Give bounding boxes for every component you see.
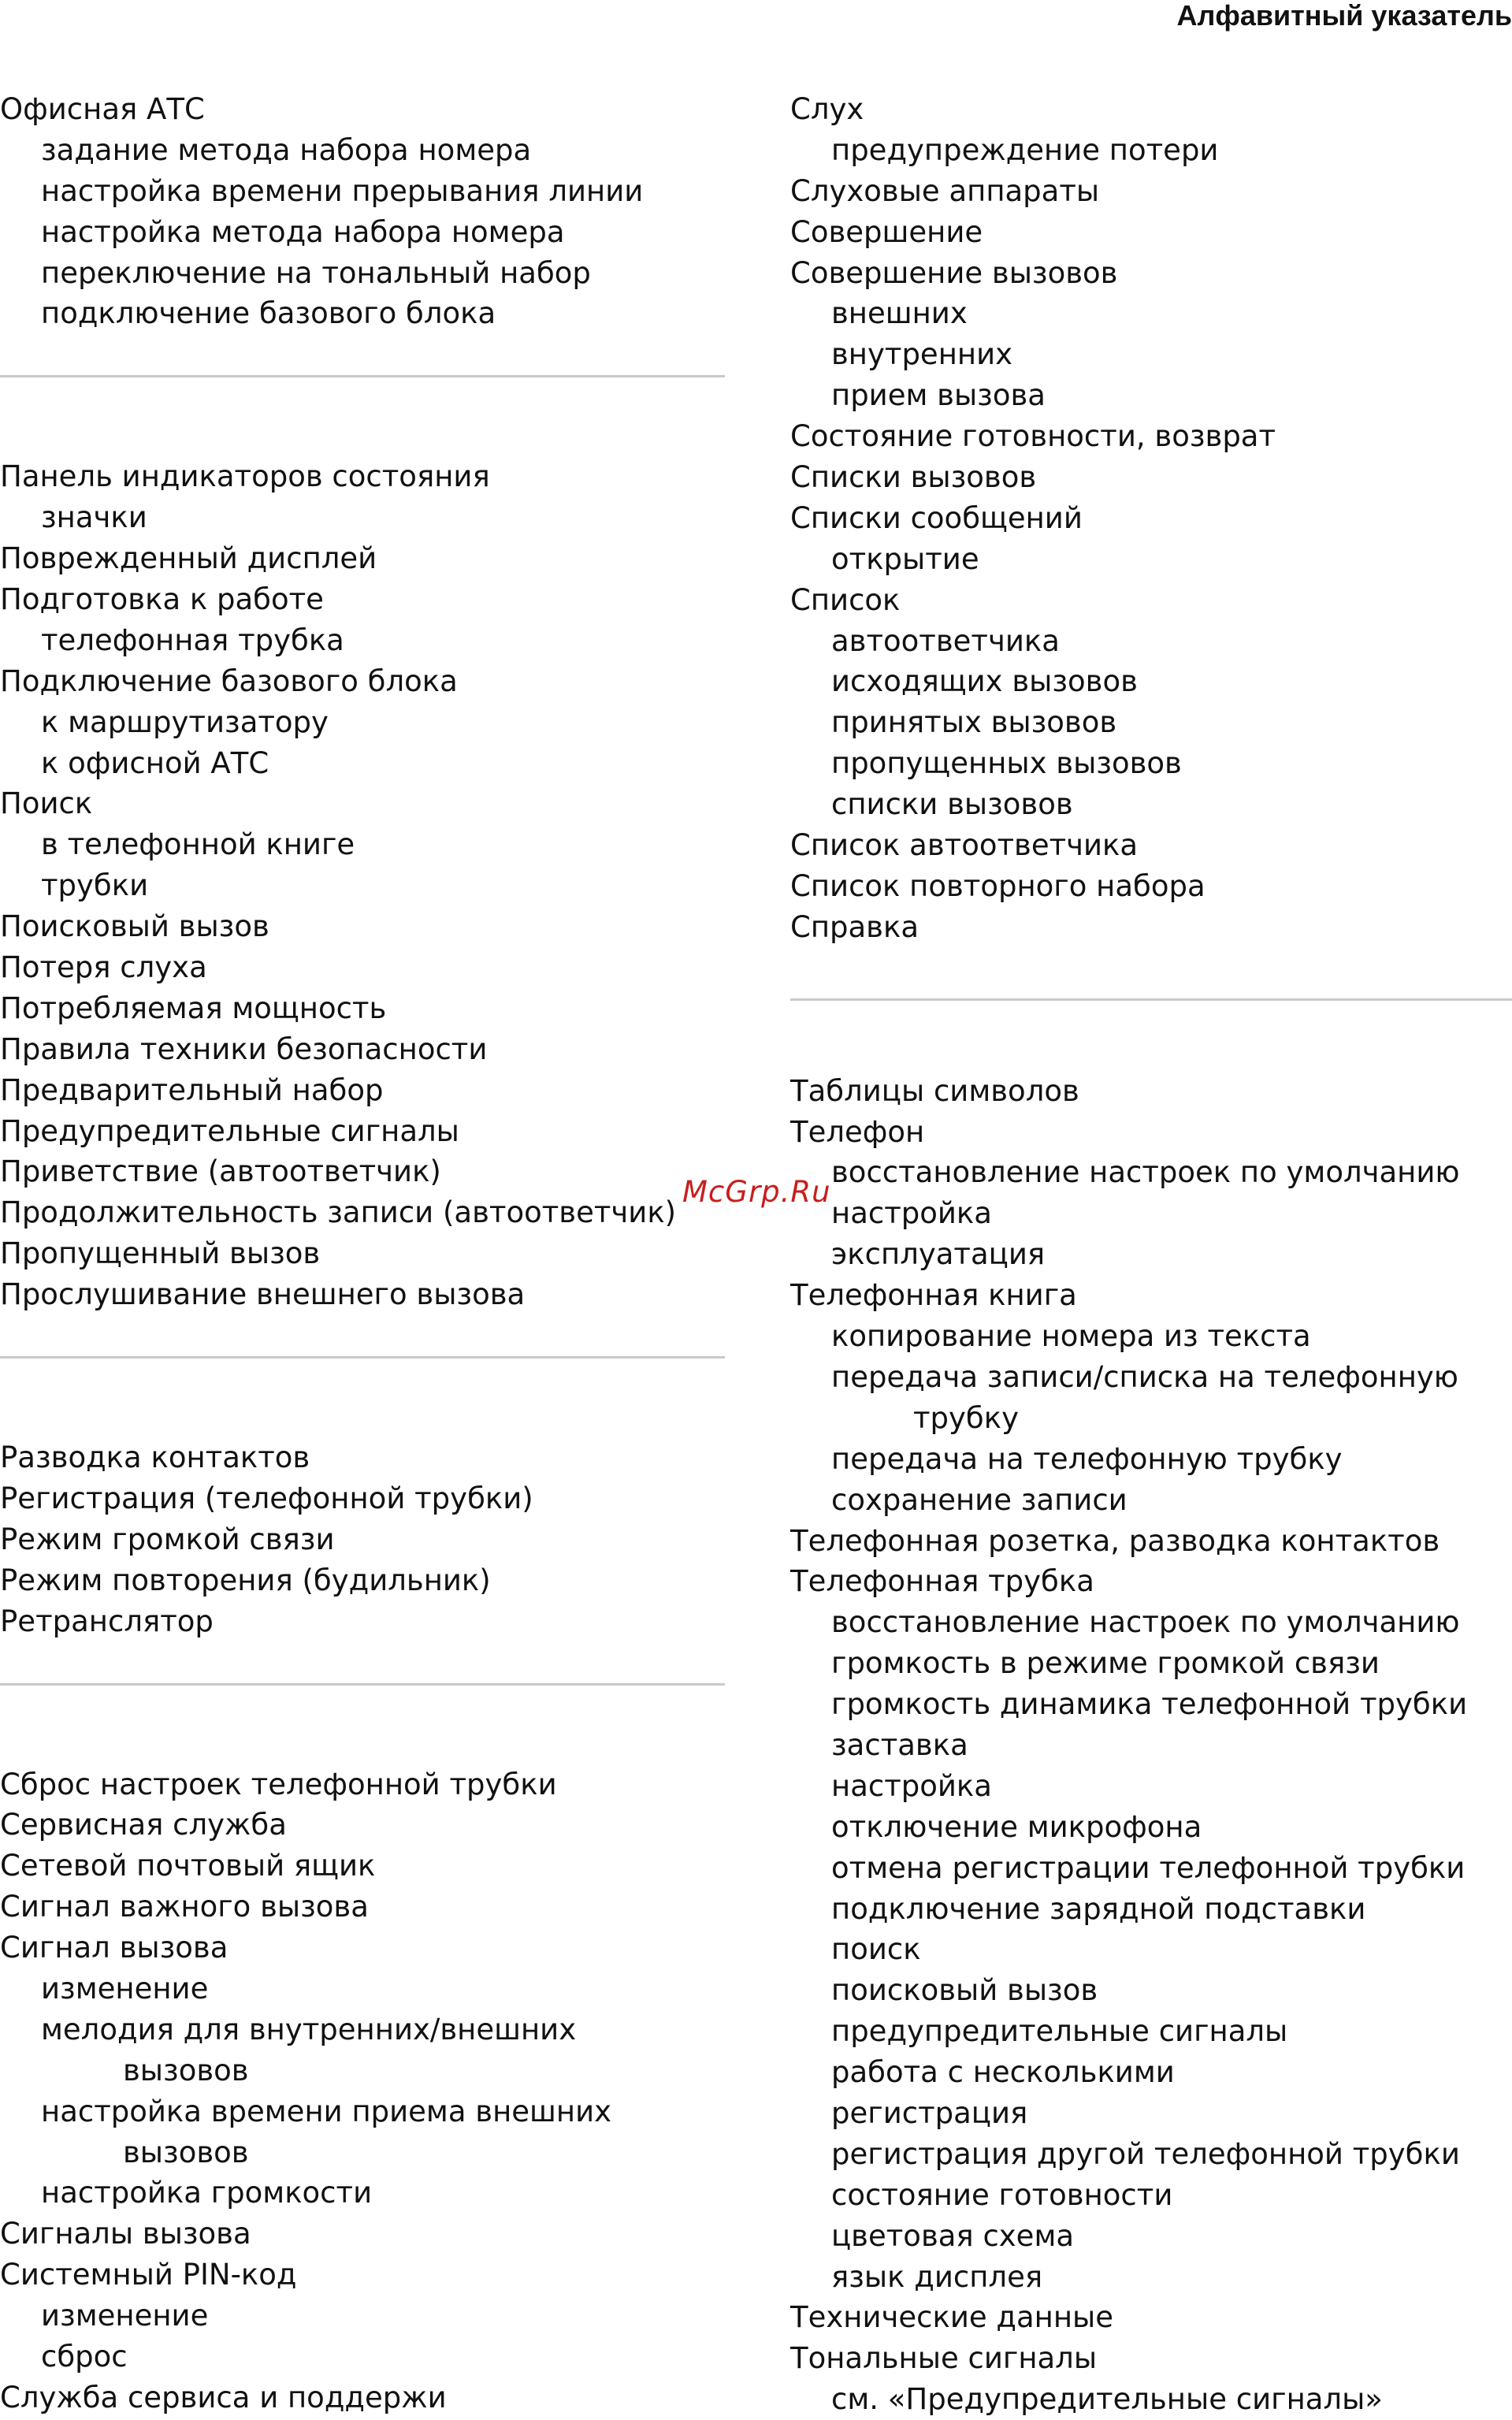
index-subentry: подключение зарядной подставки xyxy=(790,1889,1512,1930)
section-divider xyxy=(0,375,725,377)
index-subentry: пропущенных вызовов xyxy=(790,743,1512,784)
index-entry: Ретранслятор xyxy=(0,1601,725,1642)
index-entry: Сервисная служба xyxy=(0,1805,725,1846)
index-subentry: телефонная трубка xyxy=(0,620,725,661)
index-continuation: вызовов xyxy=(0,2132,725,2173)
index-continuation: вызовов xyxy=(0,2050,725,2091)
index-entry: Режим громкой связи xyxy=(0,1519,725,1560)
index-subentry: открытие xyxy=(790,539,1512,580)
index-entry: Сброс настроек телефонной трубки xyxy=(0,1764,725,1805)
index-entry: Списки сообщений xyxy=(790,498,1512,539)
index-entry: Слуховые аппараты xyxy=(790,171,1512,212)
index-column-left xyxy=(0,89,725,2418)
index-entry: Поиск xyxy=(0,783,725,824)
index-subentry: передача записи/списка на телефонную xyxy=(790,1357,1512,1398)
index-subentry: см. «Предупредительные сигналы» xyxy=(790,2379,1512,2420)
index-subentry: внешних xyxy=(790,293,1512,334)
index-subentry: к маршрутизатору xyxy=(0,702,725,743)
index-subentry: трубки xyxy=(0,865,725,906)
index-entry: Списки вызовов xyxy=(790,457,1512,498)
index-entry: Регистрация (телефонной трубки) xyxy=(0,1478,725,1519)
index-column-right xyxy=(790,89,1512,2420)
index-entry: Продолжительность записи (автоответчик) xyxy=(0,1192,725,1233)
index-subentry: регистрация другой телефонной трубки xyxy=(790,2134,1512,2175)
index-section xyxy=(0,89,725,334)
index-subentry: поисковый вызов xyxy=(790,1970,1512,2011)
index-subentry: поиск xyxy=(790,1929,1512,1970)
index-subentry: работа с несколькими xyxy=(790,2052,1512,2093)
index-subentry: прием вызова xyxy=(790,375,1512,416)
index-subentry: передача на телефонную трубку xyxy=(790,1439,1512,1480)
index-entry: Телефон xyxy=(790,1112,1512,1153)
index-subentry: внутренних xyxy=(790,334,1512,375)
section-divider xyxy=(0,1356,725,1359)
index-subentry: громкость в режиме громкой связи xyxy=(790,1643,1512,1684)
index-subentry: сброс xyxy=(0,2336,725,2377)
index-section xyxy=(0,1437,725,1641)
index-entry: Телефонная розетка, разводка контактов xyxy=(790,1521,1512,1562)
index-entry: Правила техники безопасности xyxy=(0,1029,725,1070)
index-entry: Подготовка к работе xyxy=(0,579,725,620)
index-subentry: настройка времени приема внешних xyxy=(0,2091,725,2132)
index-entry: Поврежденный дисплей xyxy=(0,538,725,579)
index-subentry: в телефонной книге xyxy=(0,824,725,865)
index-subentry: изменение xyxy=(0,2295,725,2336)
index-entry: Потеря слуха xyxy=(0,947,725,988)
index-subentry: восстановление настроек по умолчанию xyxy=(790,1602,1512,1643)
index-subentry: эксплуатация xyxy=(790,1234,1512,1275)
index-entry: Системный PIN-код xyxy=(0,2255,725,2295)
index-subentry: состояние готовности xyxy=(790,2175,1512,2216)
index-entry: Сигналы вызова xyxy=(0,2214,725,2255)
index-entry: Сетевой почтовый ящик xyxy=(0,1846,725,1887)
index-subentry: переключение на тональный набор xyxy=(0,253,725,294)
index-entry: Пропущенный вызов xyxy=(0,1233,725,1274)
index-entry: Поисковый вызов xyxy=(0,906,725,947)
index-subentry: принятых вызовов xyxy=(790,702,1512,743)
page-header-title: Алфавитный указатель xyxy=(1177,0,1512,32)
index-subentry: сохранение записи xyxy=(790,1480,1512,1521)
index-entry: Потребляемая мощность xyxy=(0,988,725,1029)
index-subentry: заставка xyxy=(790,1725,1512,1766)
index-subentry: отключение микрофона xyxy=(790,1807,1512,1848)
index-entry: Сигнал вызова xyxy=(0,1927,725,1968)
index-subentry: цветовая схема xyxy=(790,2216,1512,2257)
index-subentry: копирование номера из текста xyxy=(790,1316,1512,1357)
index-entry: Таблицы символов xyxy=(790,1071,1512,1112)
index-section xyxy=(790,89,1512,948)
index-subentry: восстановление настроек по умолчанию xyxy=(790,1152,1512,1193)
index-entry: Разводка контактов xyxy=(0,1437,725,1478)
index-subentry: настройка метода набора номера xyxy=(0,212,725,253)
section-divider xyxy=(0,1683,725,1686)
index-entry: Служба сервиса и поддержи xyxy=(0,2377,725,2418)
index-subentry: подключение базового блока xyxy=(0,293,725,334)
index-entry: Приветствие (автоответчик) xyxy=(0,1151,725,1192)
index-entry: Совершение xyxy=(790,212,1512,253)
index-section xyxy=(790,1071,1512,2420)
index-subentry: предупреждение потери xyxy=(790,130,1512,171)
index-section xyxy=(0,456,725,1315)
section-divider xyxy=(790,998,1512,1001)
index-entry: Офисная АТС xyxy=(0,89,725,130)
index-section xyxy=(0,1764,725,2418)
index-subentry: мелодия для внутренних/внешних xyxy=(0,2009,725,2050)
index-subentry: настройка времени прерывания линии xyxy=(0,171,725,212)
index-subentry: язык дисплея xyxy=(790,2257,1512,2298)
index-entry: Совершение вызовов xyxy=(790,253,1512,294)
index-subentry: настройка xyxy=(790,1766,1512,1807)
index-entry: Панель индикаторов состояния xyxy=(0,456,725,497)
index-entry: Слух xyxy=(790,89,1512,130)
index-entry: Прослушивание внешнего вызова xyxy=(0,1274,725,1315)
index-entry: Телефонная трубка xyxy=(790,1561,1512,1602)
index-entry: Состояние готовности, возврат xyxy=(790,416,1512,457)
index-subentry: значки xyxy=(0,497,725,538)
index-entry: Список автоответчика xyxy=(790,825,1512,866)
index-entry: Режим повторения (будильник) xyxy=(0,1560,725,1601)
index-entry: Список повторного набора xyxy=(790,866,1512,907)
index-entry: Телефонная книга xyxy=(790,1275,1512,1316)
index-subentry: предупредительные сигналы xyxy=(790,2011,1512,2052)
index-subentry: громкость динамика телефонной трубки xyxy=(790,1684,1512,1725)
index-subentry: к офисной АТС xyxy=(0,743,725,784)
index-subentry: настройка громкости xyxy=(0,2173,725,2214)
index-subentry: регистрация xyxy=(790,2093,1512,2134)
index-subentry: исходящих вызовов xyxy=(790,661,1512,702)
index-entry: Справка xyxy=(790,907,1512,948)
index-subentry: настройка xyxy=(790,1193,1512,1234)
index-subentry: отмена регистрации телефонной трубки xyxy=(790,1848,1512,1889)
index-subentry: автоответчика xyxy=(790,621,1512,662)
index-entry: Предварительный набор xyxy=(0,1070,725,1111)
index-entry: Сигнал важного вызова xyxy=(0,1887,725,1927)
index-entry: Предупредительные сигналы xyxy=(0,1111,725,1152)
index-entry: Подключение базового блока xyxy=(0,661,725,702)
index-continuation: трубку xyxy=(790,1398,1512,1439)
index-entry: Технические данные xyxy=(790,2297,1512,2338)
index-entry: Тональные сигналы xyxy=(790,2338,1512,2379)
index-subentry: списки вызовов xyxy=(790,784,1512,825)
index-subentry: изменение xyxy=(0,1968,725,2009)
watermark: McGrp.Ru xyxy=(682,1172,831,1213)
index-subentry: задание метода набора номера xyxy=(0,130,725,171)
index-entry: Список xyxy=(790,580,1512,621)
